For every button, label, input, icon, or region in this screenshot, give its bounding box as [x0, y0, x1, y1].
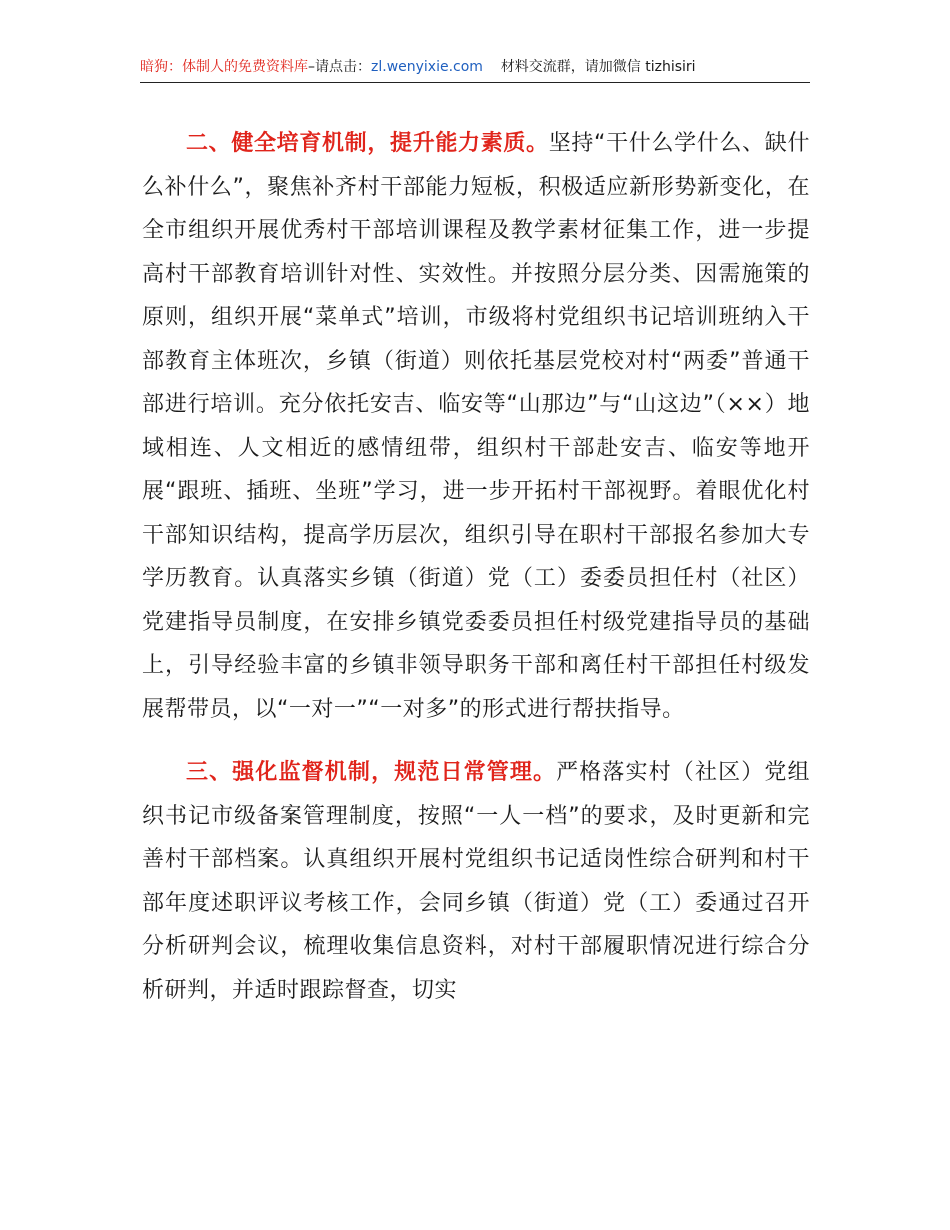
header-group-note: 材料交流群，请加微信 tizhisiri	[500, 59, 696, 75]
page-header	[140, 56, 810, 83]
header-click-prompt: –请点击：	[308, 59, 371, 75]
section-body-2: 坚持“干什么学什么、缺什么补什么”，聚焦补齐村干部能力短板，积极适应新形势新变化，在全市组织开展优秀村干部培训课程及教学素材征集工作，进一步提高村干部教育培训针对性、实效性。并按照分层分类、因需施策的原则，组织开展“菜单式”培训，市级将村党组织书记培训班纳入干部教育主体班次，乡镇（街道）则依托基层党校对村“两委”普通干部进行培训。充分依托安吉、临安等“山那边”与“山这边”（××）地域相连、人文相近的感情纽带，组织村干部赴安吉、临安等地开展“跟班、插班、坐班”学习，进一步开拓村干部视野。着眼优化村干部知识结构，提高学历层次，组织引导在职村干部报名参加大专学历教育。认真落实乡镇（街道）党（工）委委员担任村（社区）党建指导员制度，在安排乡镇党委委员担任村级党建指导员的基础上，引导经验丰富的乡镇非领导职务干部和离任村干部担任村级发展帮带员，以“一对一”“一对多”的形式进行帮扶指导。	[142, 131, 810, 722]
header-source-label: 暗狗：体制人的免费资料库	[140, 59, 308, 75]
section-heading-3: 三、强化监督机制，规范日常管理。	[186, 760, 557, 785]
section-paragraph-2	[142, 122, 810, 731]
section-heading-2: 二、健全培育机制，提升能力素质。	[186, 131, 549, 156]
section-body-3: 严格落实村（社区）党组织书记市级备案管理制度，按照“一人一档”的要求，及时更新和完善村干部档案。认真组织开展村党组织书记适岗性综合研判和村干部年度述职评议考核工作，会同乡镇（街道）党（工）委通过召开分析研判会议，梳理收集信息资料，对村干部履职情况进行综合分析研判，并适时跟踪督查，切实	[142, 760, 810, 1003]
document-body	[142, 122, 810, 1012]
header-url-link[interactable]: zl.wenyixie.com	[371, 59, 483, 75]
section-paragraph-3	[142, 751, 810, 1012]
